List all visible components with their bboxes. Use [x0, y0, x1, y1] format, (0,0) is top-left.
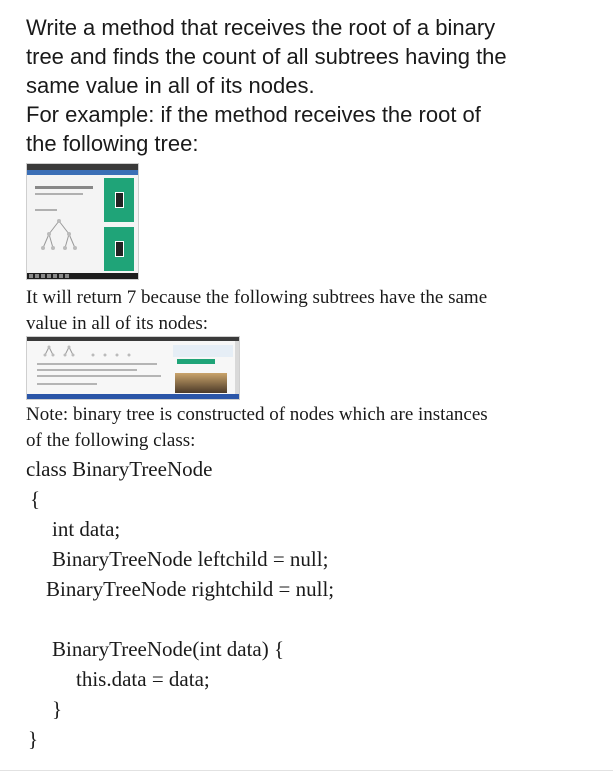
code-assign: this.data = data;: [76, 667, 210, 691]
intro-line-5: the following tree:: [26, 131, 199, 156]
phone-icon: [115, 241, 124, 257]
code-blank-line: [26, 604, 596, 634]
result-line-1: It will return 7 because the following subtrees have the same: [26, 287, 488, 308]
article-text-placeholder: [35, 193, 83, 195]
note-line-1: Note: binary tree is constructed of nodes which are instances: [26, 404, 488, 425]
class-definition: [26, 454, 596, 754]
note-line-2: of the following class:: [26, 430, 196, 451]
subtrees-screenshot: [26, 336, 240, 400]
code-field-leftchild: BinaryTreeNode leftchild = null;: [52, 547, 329, 571]
sidebar-button: [177, 359, 215, 364]
note-statement: [26, 402, 596, 454]
intro-line-4: For example: if the method receives the root of: [26, 102, 481, 127]
text-placeholder: [37, 369, 137, 371]
intro-line-3: same value in all of its nodes.: [26, 73, 315, 98]
code-inner-close-brace: }: [52, 697, 63, 721]
code-outer-close-brace: }: [28, 727, 39, 751]
code-field-rightchild: BinaryTreeNode rightchild = null;: [46, 577, 335, 601]
text-placeholder: [37, 383, 97, 385]
code-field-data: int data;: [52, 517, 121, 541]
taskbar-icons: [29, 274, 69, 278]
scrollbar: [235, 341, 239, 399]
browser-bar: [27, 337, 239, 341]
problem-statement: [26, 13, 596, 158]
code-open-brace: {: [30, 487, 41, 511]
site-nav-bar: [27, 170, 138, 175]
result-line-2: value in all of its nodes:: [26, 313, 209, 334]
page-divider: [0, 770, 613, 771]
sidebar-panel: [173, 345, 233, 357]
article-title-placeholder: [35, 186, 93, 189]
text-placeholder: [37, 375, 161, 377]
example-tree-screenshot: [26, 163, 139, 280]
code-constructor: BinaryTreeNode(int data) {: [52, 637, 285, 661]
subtrees-diagram: [41, 345, 151, 359]
phone-icon: [115, 192, 124, 208]
intro-line-2: tree and finds the count of all subtrees having the: [26, 44, 507, 69]
binary-tree-diagram: [37, 216, 87, 262]
code-class-declaration: class BinaryTreeNode: [26, 457, 213, 481]
article-text-placeholder: [35, 209, 57, 211]
sidebar-image: [175, 373, 227, 393]
result-statement: [26, 285, 596, 337]
intro-line-1: Write a method that receives the root of a binary: [26, 15, 496, 40]
text-placeholder: [37, 363, 157, 365]
taskbar: [27, 394, 239, 399]
